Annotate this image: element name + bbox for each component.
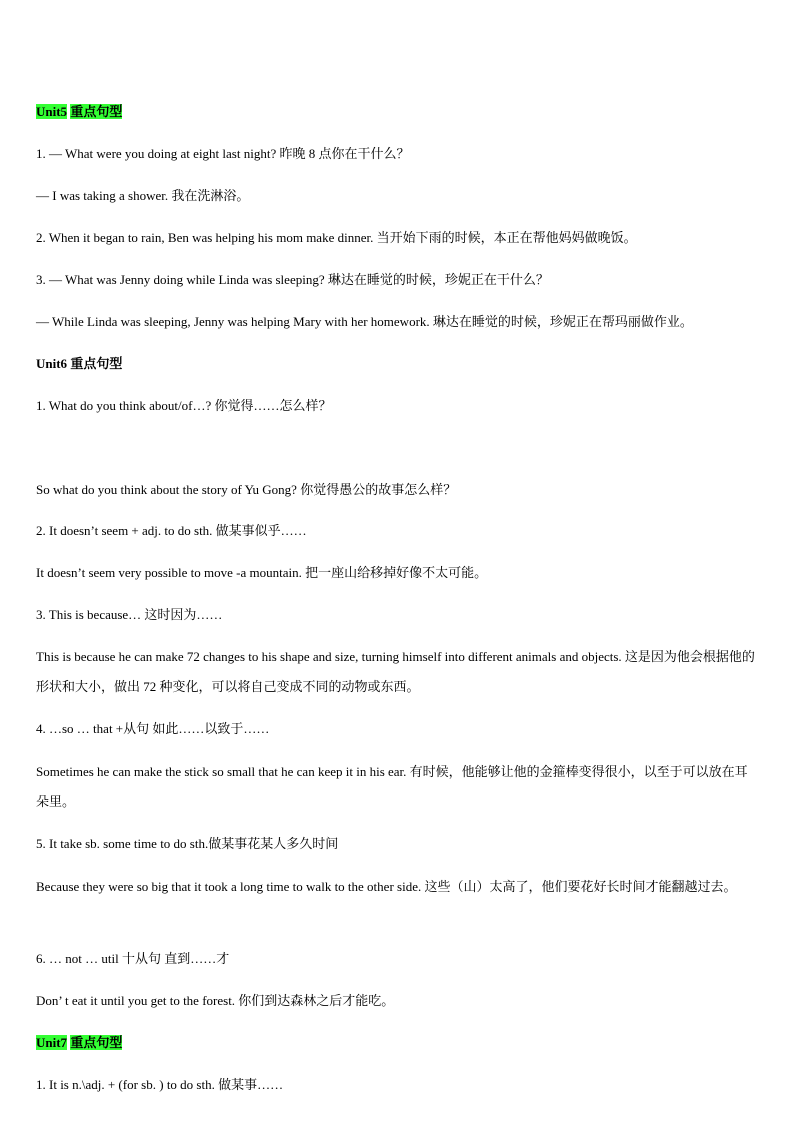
unit6-pattern-4: 4. …so … that +从句 如此……以致于…… (36, 721, 270, 736)
unit6-pattern-3: 3. This is because… 这时因为…… (36, 607, 223, 622)
unit5-heading (36, 97, 758, 127)
unit5-sentence-3: 3. — What was Jenny doing while Linda was sleeping? 琳达在睡觉的时候，珍妮正在干什么？ (36, 272, 549, 287)
unit5-sentence-1: 1. — What were you doing at eight last night? 昨晚 8 点你在干什么？ (36, 146, 410, 161)
unit6-pattern-5: 5. It take sb. some time to do sth.做某事花某人多久时间 (36, 836, 339, 851)
unit7-pattern-1: 1. It is n.\adj. + (for sb. ) to do sth. 做某事…… (36, 1077, 284, 1092)
unit6-example-3: This is because he can make 72 changes to his shape and size, turning himself into different animals and objects. 这是因为他会根据他的形状和大小，做出 72 种变化，可以将自己变成不同的动物或东西。 (36, 649, 755, 694)
unit6-label: Unit6 (36, 356, 68, 371)
unit6-pattern-2: 2. It doesn’t seem + adj. to do sth. 做某事似乎…… (36, 523, 307, 538)
unit6-example-4: Sometimes he can make the stick so small that he can keep it in his ear. 有时候，他能够让他的金箍棒变得很小，以至于可以放在耳朵里。 (36, 764, 748, 809)
unit5-sentence-3-answer: — While Linda was sleeping, Jenny was helping Mary with her homework. 琳达在睡觉的时候，珍妮正在帮玛丽做作业。 (36, 314, 693, 329)
unit5-sentence-1-answer: — I was taking a shower. 我在洗淋浴。 (36, 188, 250, 203)
unit6-example-2: It doesn’t seem very possible to move -a mountain. 把一座山给移掉好像不太可能。 (36, 565, 488, 580)
unit6-title: 重点句型 (70, 356, 123, 371)
unit7-label: Unit7 (36, 1035, 68, 1050)
unit7-heading (36, 1028, 758, 1058)
unit5-title: 重点句型 (70, 104, 123, 119)
unit6-example-6: Don’ t eat it until you get to the forest. 你们到达森林之后才能吃。 (36, 993, 395, 1008)
unit6-pattern-1: 1. What do you think about/of…? 你觉得……怎么样？ (36, 398, 332, 413)
unit5-label: Unit5 (36, 104, 68, 119)
unit6-heading (36, 349, 758, 379)
unit7-title: 重点句型 (70, 1035, 123, 1050)
unit5-sentence-2: 2. When it began to rain, Ben was helping his mom make dinner. 当开始下雨的时候，本正在帮他妈妈做晚饭。 (36, 230, 637, 245)
unit6-pattern-6: 6. … not … util 十从句 直到……才 (36, 951, 230, 966)
unit6-example-1: So what do you think about the story of Yu Gong? 你觉得愚公的故事怎么样？ (36, 482, 457, 497)
unit6-example-5: Because they were so big that it took a long time to walk to the other side. 这些（山）太高了，他们要花好长时间才能翻越过去。 (36, 879, 737, 894)
